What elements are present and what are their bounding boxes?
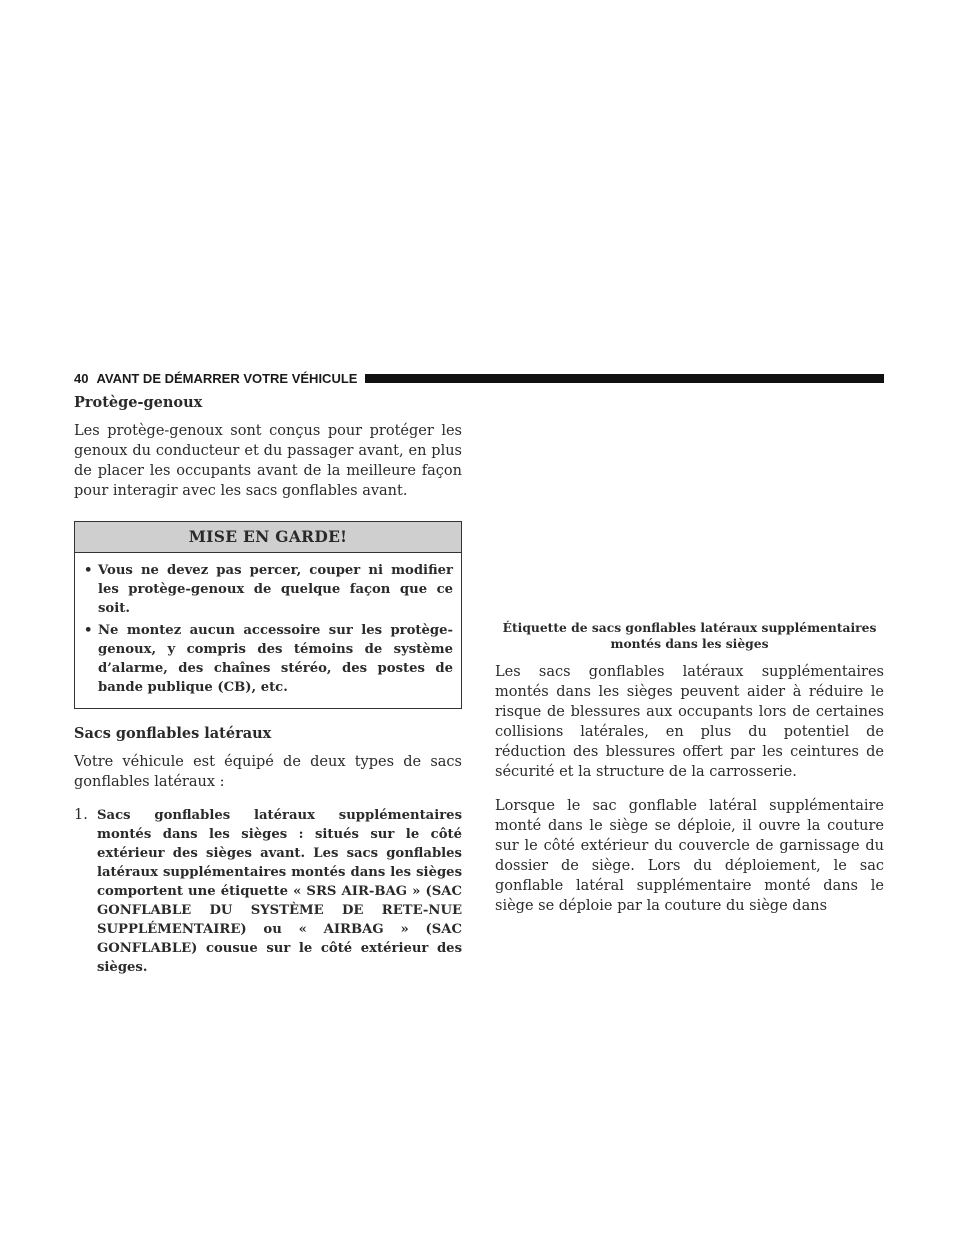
left-column: [74, 394, 462, 977]
figure-caption: [495, 620, 884, 652]
header-rule: [365, 374, 884, 383]
item-number: 1.: [74, 807, 88, 823]
bullet-icon: •: [84, 623, 93, 638]
caption-line: Étiquette de sacs gonflables latéraux supplémentaires: [502, 620, 877, 635]
page-number: 40: [74, 370, 89, 386]
bullet-icon: •: [84, 563, 93, 578]
warning-item: [75, 621, 453, 697]
warning-item: [75, 561, 453, 618]
item-text: Sacs gonflables latéraux supplémentaires montés dans les sièges : situés sur le côté extérieur des sièges avant. Les sacs gonflables latéraux supplémentaires montés dans les sièges comportent une étiquette « SRS AIR-BAG » (SAC GONFLABLE DU SYSTÈME DE RETE-NUE SUPPLÉMENTAIRE) ou « AIRBAG » (SAC GONFLABLE) cousue sur le côté extérieur des sièges.: [97, 808, 462, 975]
heading-sacs-lateraux: Sacs gonflables latéraux: [74, 725, 272, 742]
paragraph-reduction-risque: Les sacs gonflables latéraux supplémentaires montés dans les sièges peuvent aider à réduire le risque de blessures aux occupants lors de certaines collisions latérales, en plus du potentiel de réduction des blessures offert par les ceintures de sécurité et la structure de la carrosserie.: [495, 664, 884, 780]
paragraph-deploiement: Lorsque le sac gonflable latéral supplémentaire monté dans le siège se déploie, il ouvre la couture sur le côté extérieur du couvercle de garnissage du dossier de siège. Lors du déploiement, le sac gonflable latéral supplémentaire monté dans le siège se déploie par la couture du siège dans: [495, 798, 884, 914]
numbered-item: [74, 806, 462, 977]
warning-box: [74, 521, 462, 709]
caption-line: montés dans les sièges: [610, 636, 769, 651]
heading-protege-genoux: Protège-genoux: [74, 394, 203, 411]
warning-list: [75, 553, 461, 708]
warning-item-text: Ne montez aucun accessoire sur les protège-genoux, y compris des témoins de système d’alarme, des chaînes stéréo, des postes de bande publique (CB), etc.: [98, 623, 453, 695]
warning-title: MISE EN GARDE!: [75, 522, 461, 553]
section-title: AVANT DE DÉMARRER VOTRE VÉHICULE: [96, 370, 358, 386]
right-column: [495, 394, 884, 930]
paragraph-sacs-lateraux: Votre véhicule est équipé de deux types de sacs gonflables latéraux :: [74, 754, 462, 790]
paragraph-protege-genoux: Les protège-genoux sont conçus pour protéger les genoux du conducteur et du passager avant, en plus de placer les occupants avant de la meilleure façon pour interagir avec les sacs gonflables avant.: [74, 423, 462, 499]
warning-item-text: Vous ne devez pas percer, couper ni modifier les protège-genoux de quelque façon que ce soit.: [98, 563, 453, 616]
page-header: [74, 367, 884, 389]
